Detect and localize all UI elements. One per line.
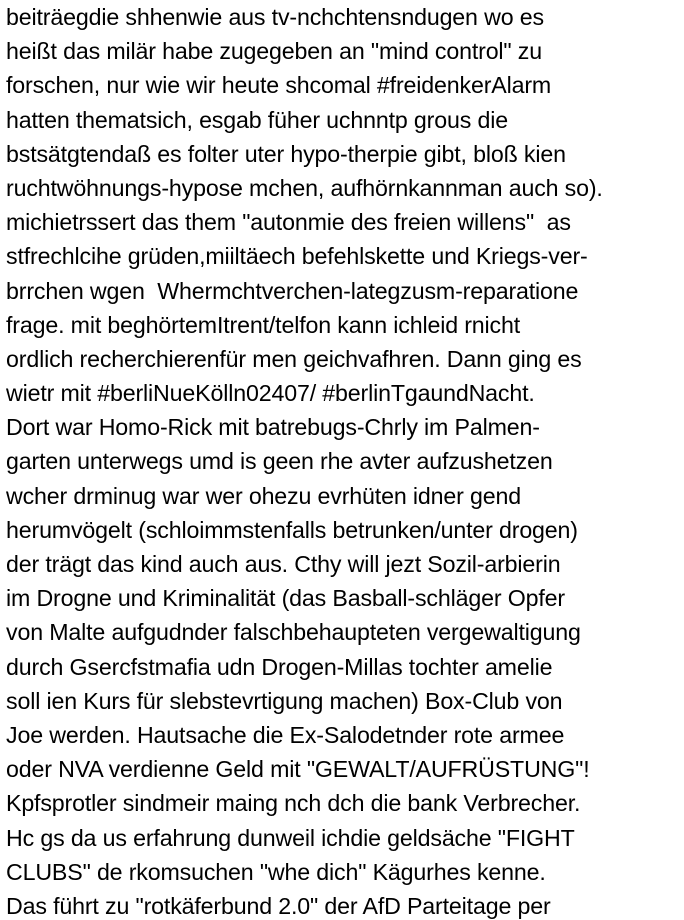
handwritten-text-block bbox=[6, 0, 682, 920]
text-line: Hc gs da us erfahrung dunweil ichdie geldsäche "FIGHT bbox=[6, 824, 575, 851]
text-line: oder NVA verdienne Geld mit "GEWALT/AUFRÜSTUNG"! bbox=[6, 756, 590, 783]
text-line: durch Gsercfstmafia udn Drogen-Millas tochter amelie bbox=[6, 653, 553, 680]
text-line: herumvögelt (schloimmstenfalls betrunken/unter drogen) bbox=[6, 516, 578, 543]
text-line: im Drogne und Kriminalität (das Basball-schläger Opfer bbox=[6, 585, 565, 612]
text-line: michietrssert das them "autonmie des freien willens" as bbox=[6, 209, 571, 236]
text-line: heißt das milär habe zugegeben an "mind control" zu bbox=[6, 38, 542, 65]
text-line: Joe werden. Hautsache die Ex-Salodetnder rote armee bbox=[6, 721, 565, 748]
text-line: von Malte aufgudnder falschbehaupteten vergewaltigung bbox=[6, 619, 581, 646]
text-line: frage. mit beghörtemItrent/telfon kann ichleid rnicht bbox=[6, 311, 521, 338]
text-line: bstsätgtendaß es folter uter hypo-therpie gibt, bloß kien bbox=[6, 140, 566, 167]
text-line: forschen, nur wie wir heute shcomal #freidenkerAlarm bbox=[6, 72, 552, 99]
text-line: wcher drminug war wer ohezu evrhüten idner gend bbox=[6, 482, 521, 509]
text-line: Das führt zu "rotkäferbund 2.0" der AfD Parteitage per bbox=[6, 892, 551, 919]
text-line: stfrechlcihe grüden,miiltäech befehlskette und Kriegs-ver- bbox=[6, 243, 588, 270]
text-line: beiträegdie shhenwie aus tv-nchchtensndugen wo es bbox=[6, 4, 544, 30]
text-line: garten unterwegs umd is geen rhe avter aufzushetzen bbox=[6, 448, 553, 475]
text-line: ordlich recherchierenfür men geichvafhren. Dann ging es bbox=[6, 345, 582, 372]
text-line: brrchen wgen Whermchtverchen-lategzusm-reparatione bbox=[6, 277, 579, 304]
text-line: Kpfsprotler sindmeir maing nch dch die bank Verbrecher. bbox=[6, 790, 581, 817]
text-line: Dort war Homo-Rick mit batrebugs-Chrly im Palmen- bbox=[6, 414, 540, 441]
text-line: ruchtwöhnungs-hypose mchen, aufhörnkannman auch so). bbox=[6, 174, 603, 201]
text-line: der trägt das kind auch aus. Cthy will jezt Sozil-arbierin bbox=[6, 551, 561, 577]
text-line: wietr mit #berliNueKölln02407/ #berlinTgaundNacht. bbox=[6, 380, 535, 407]
text-line: CLUBS" de rkomsuchen "whe dich" Kägurhes kenne. bbox=[6, 858, 546, 885]
text-line: soll ien Kurs für slebstevrtigung machen) Box-Club von bbox=[6, 687, 563, 714]
text-line: hatten thematsich, esgab füher uchnntp grous die bbox=[6, 106, 508, 133]
